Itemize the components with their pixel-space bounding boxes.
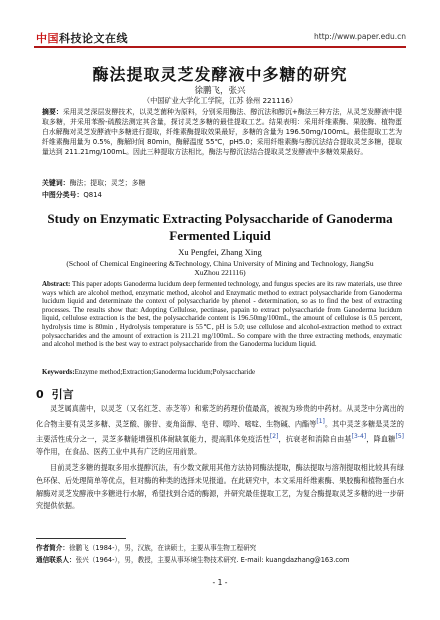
para1-text-2: 。其中灵芝多糖是灵芝的主要活性成分之一，灵芝多糖能增强机体耐缺氧能力，提高肌体免疫活性	[36, 419, 404, 444]
abstract-chinese	[42, 107, 402, 157]
citation-5[interactable]: [5]	[395, 432, 404, 440]
section-number: 0	[36, 388, 44, 401]
logo-red-text: 中国	[36, 32, 59, 45]
para1-text-4: ，降血糖	[366, 434, 396, 444]
footnote-contact-label: 通信联系人：	[36, 556, 76, 564]
para1-text-1: 灵芝属真菌中，以灵芝（又名红芝、赤芝等）和紫芝的药理价值最高，被视为珍贵的中药材。从灵芝中分离出的化合物主要有灵芝多糖、灵芝酸、腺苷、麦角甾醇、皂苷、嘌呤、嘧啶、生物碱、内酯等	[36, 404, 404, 429]
abstract-text-en: This paper adopts Ganoderma lucidum deep fermented technology, and fungus species are its raw materials, use three ways which are alcohol method, enzymatic method, alcohol and Enzymatic method to extract polysaccharide from Ganoderma lucidum liquid and determinate the context of polysaccharide by phenol - determination, so as to find the best of extracting processes. The results show that: Adopting Cellulose, pectinase, papain to extract polysaccharide from Ganoderma lucidum liquid, cellulose extraction is the best, the polysaccharide content is 196.50mg/100mL, the amount of cellulose is 0.5 percent, hydrolysis time is 80min , Hydrolysis temperature is 55℃, pH is 5.0; use cellulose and alcohol-extraction method to extract polysaccharides and the amount of extraction is 211.21 mg/100mL. So compare with the three extracting methods, enzymatic and alcohol method is the best way to extract polysaccharide from the Ganoderma lucidum liquid.	[42, 280, 402, 349]
classification-value: Q814	[83, 191, 102, 199]
keywords-text-cn: 酶法；提取；灵芝；多糖	[69, 179, 146, 187]
site-url-link[interactable]: http://www.paper.edu.cn	[314, 32, 406, 41]
title-chinese: 酶法提取灵芝发酵液中多糖的研究	[92, 65, 348, 84]
keywords-text-en: Enzyme method;Extraction;Ganoderma lucidum;Polysaccharide	[74, 368, 256, 376]
footnote-author-text: 徐鹏飞（1984-），男，汉族，在读硕士，主要从事生物工程研究	[68, 544, 257, 552]
abstract-label-en: Abstract:	[42, 280, 71, 288]
keywords-chinese	[42, 177, 402, 187]
page-number: - 1 -	[212, 578, 228, 587]
authors-english: Xu Pengfei, Zhang Xing	[178, 247, 262, 257]
para1-text-5: 等作用，在食品、医药工业中具有广泛的应用前景。	[36, 447, 202, 457]
classification-label: 中图分类号：	[42, 191, 84, 199]
footnote-divider	[36, 538, 126, 539]
abstract-text-cn: 采用灵芝深层发酵技术，以灵芝菌种为原料，分别采用酶法、醇沉法和醇沉+酶法三种方法，从灵芝发酵液中提取多糖，并采用苯酚-硫酸法测定其含量，探讨灵芝多糖的最佳提取工艺。结果表明：采用纤维素酶、果胶酶、植物蛋白水解酶对灵芝发酵液中多糖进行提取，纤维素酶提取效果最好，多糖的含量为 196.50mg/100mL。最佳提取工艺为纤维素酶用量为 0.5%，酶解时间 80min，酶解温度 55℃，pH5.0；采用纤维素酶与醇沉法结合提取灵芝多糖，提取量达到 211.21mg/100mL。因此三种提取方法相比，酶法与醇沉法结合提取灵芝发酵液中多糖效果最好。	[42, 108, 402, 156]
citation-1[interactable]: [1]	[316, 417, 325, 425]
keywords-label-en: Keywords:	[42, 368, 75, 376]
page-header	[0, 0, 440, 48]
classification-number	[42, 189, 402, 199]
section-title: 引言	[51, 388, 74, 401]
journal-logo[interactable]	[36, 30, 128, 46]
citation-2[interactable]: [2]	[269, 432, 279, 440]
abstract-english	[42, 280, 402, 349]
logo-dark-text: 科技论文在线	[59, 32, 128, 45]
para1-text-3: ，抗衰老和消除自由基	[278, 434, 352, 444]
authors-chinese: 徐鹏飞，张兴	[194, 86, 246, 96]
title-english: Study on Enzymatic Extracting Polysaccharide of Ganoderma Fermented Liquid	[47, 211, 393, 243]
paragraph-1	[36, 403, 404, 459]
citation-3-4[interactable]: [3-4]	[351, 432, 367, 440]
footnote-contact	[36, 554, 404, 564]
keywords-label-cn: 关键词：	[42, 179, 70, 187]
paragraph-2: 目前灵芝多糖的提取多用水提醇沉法，有少数文献用其他方法协同酶法提取，酶法提取与溶剂提取相比较具有绿色环保、后处理简单等优点，但对酶的种类的选择未见报道。在此研究中，本文采用纤维素酶、果胶酶和植物蛋白水解酶对灵芝发酵液中多糖进行水解，希望找到合适的酶源，并研究最佳提取工艺，为复合酶提取灵芝多糖的进一步研究提供依据。	[36, 463, 404, 511]
footnote-author-label: 作者简介：	[36, 544, 69, 552]
keywords-english	[42, 368, 402, 376]
abstract-label-cn: 摘要：	[42, 108, 63, 116]
affiliation-chinese: （中国矿业大学化工学院，江苏 徐州 221116）	[142, 96, 298, 105]
footnote-author-bio	[36, 542, 404, 552]
section-heading	[36, 386, 74, 402]
affiliation-english: (School of Chemical Engineering &Technology, China University of Mining and Technology, JiangSu XuZhou 221116)	[66, 259, 374, 277]
footnote-contact-text: 张兴（1964-），男，教授，主要从事环境生物技术研究. E-mail: kuangdazhang@163.com	[75, 556, 350, 564]
header-divider	[34, 46, 406, 48]
